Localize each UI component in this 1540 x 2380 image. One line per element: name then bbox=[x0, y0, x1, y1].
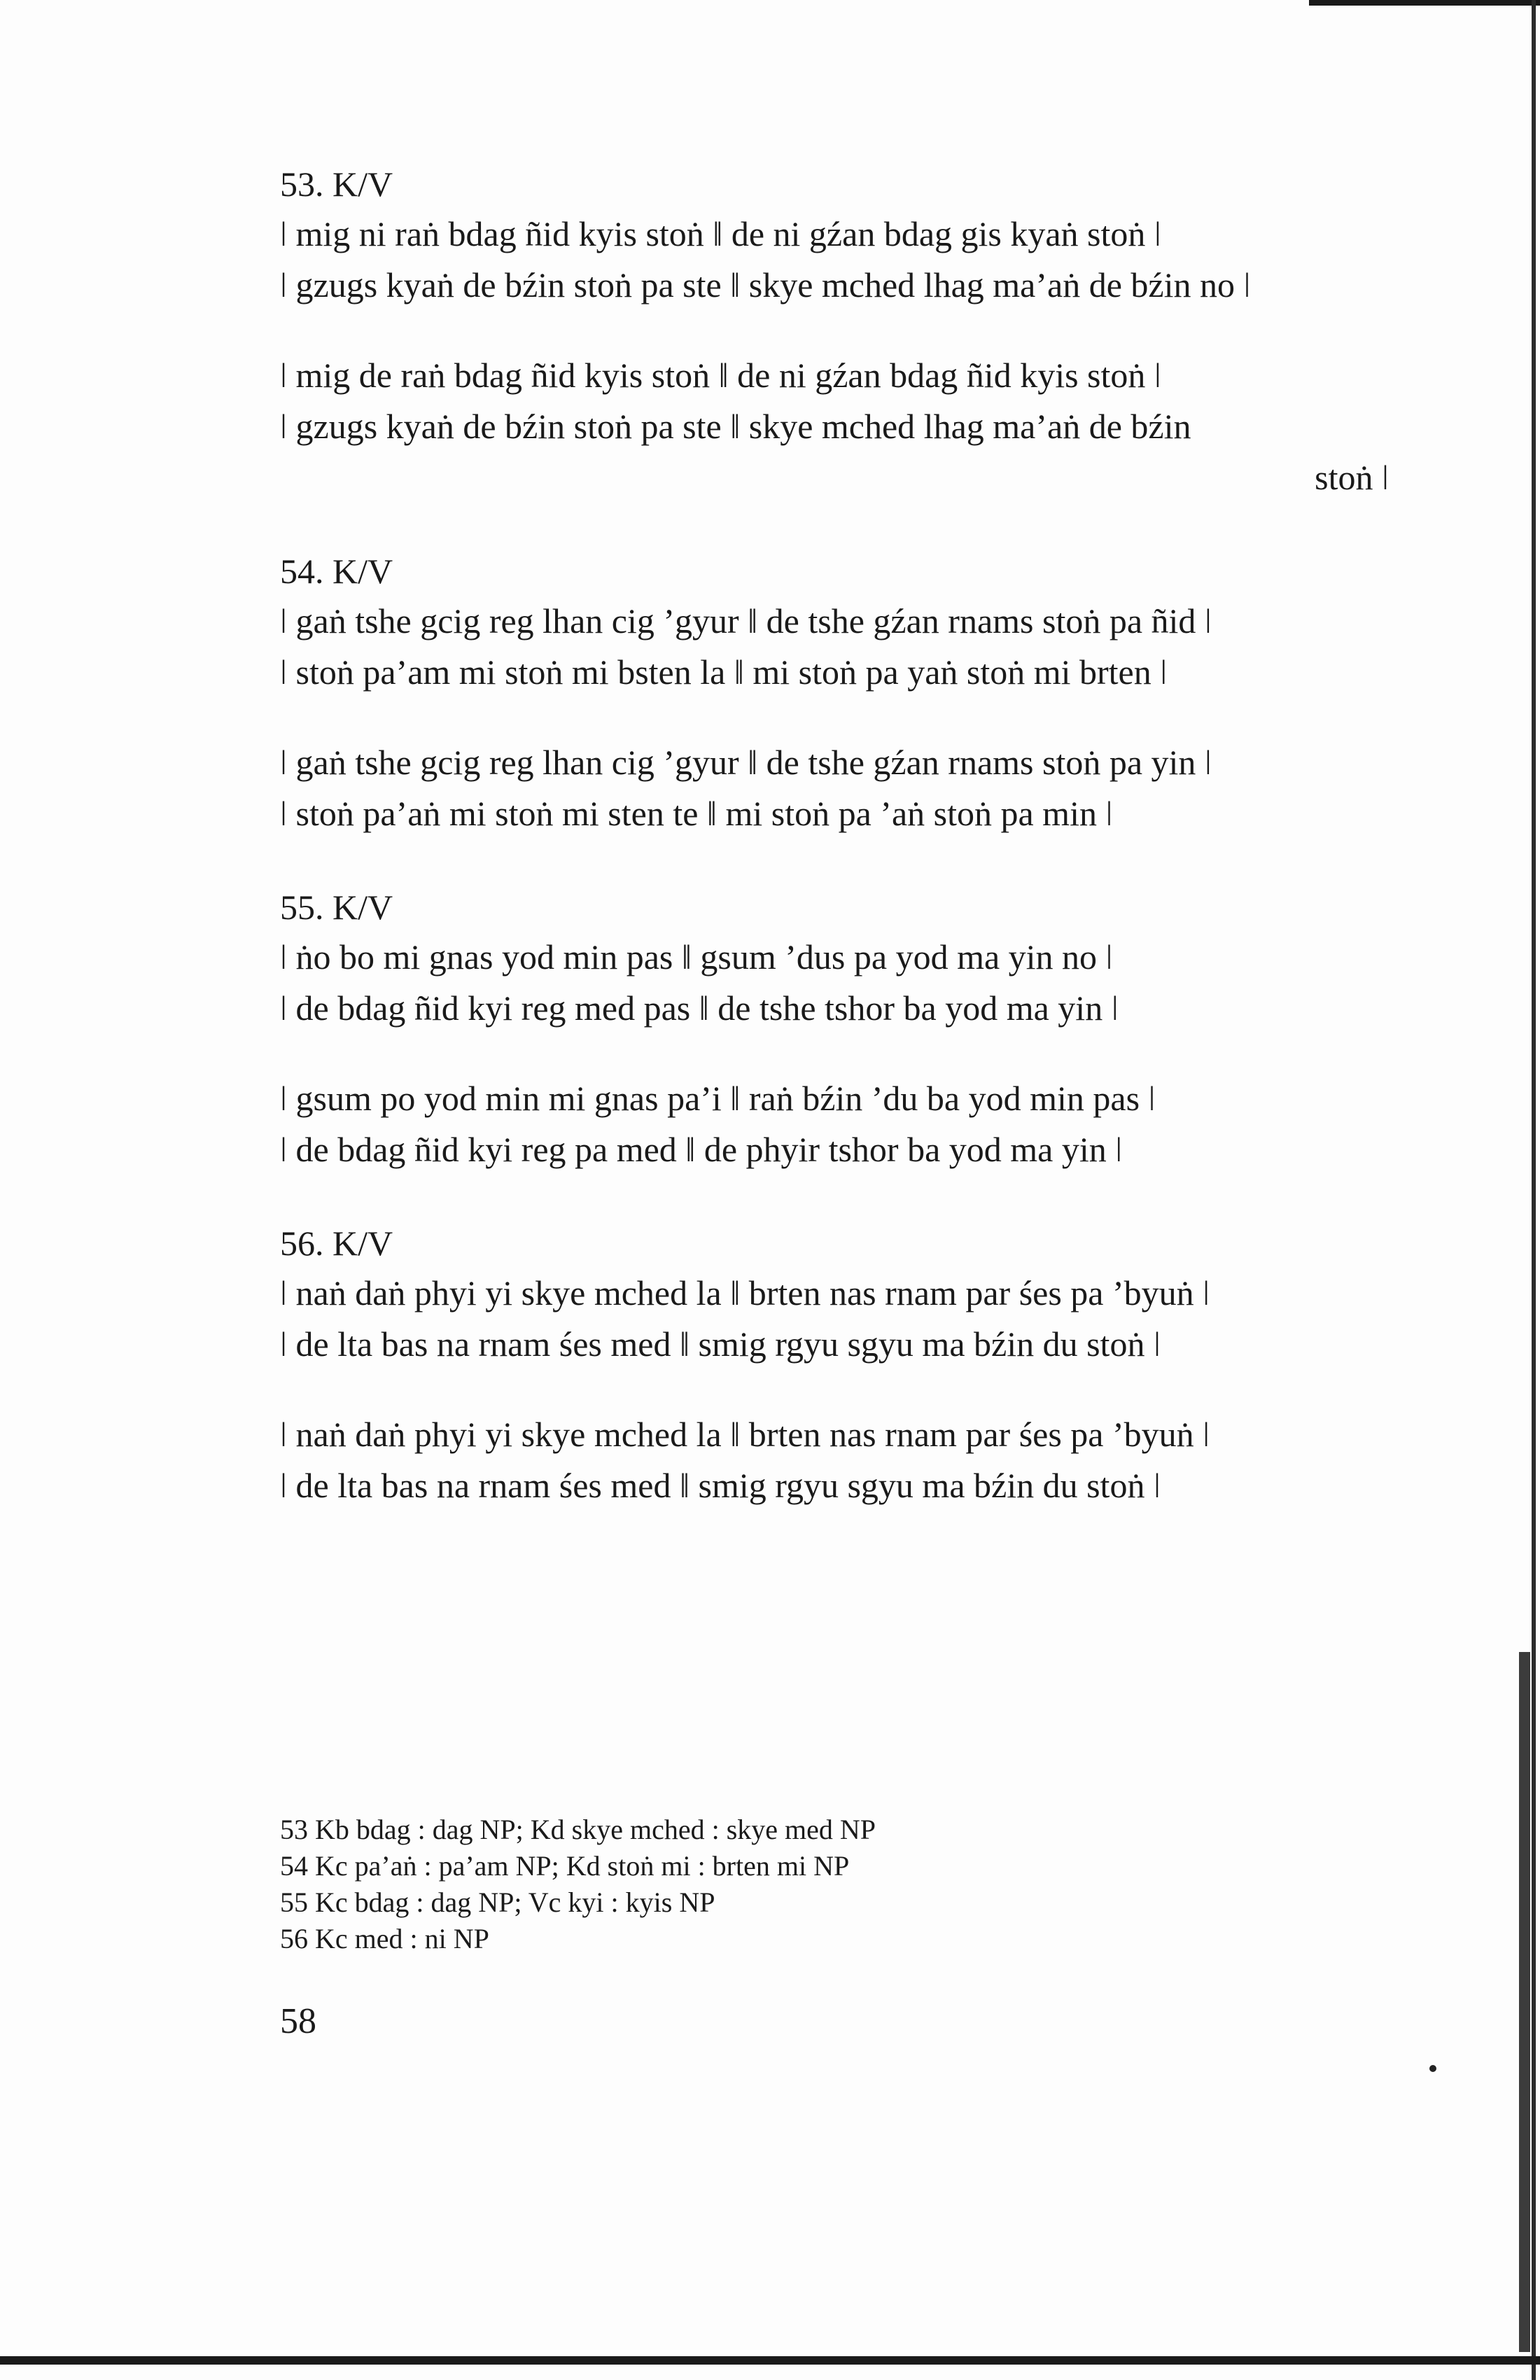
scan-border-top bbox=[1309, 0, 1540, 6]
verse-line: ǀ naṅ daṅ phyi yi skye mched la ǁ brten nas rnam par śes pa ’byuṅ ǀ bbox=[280, 1415, 1210, 1454]
entry-56 bbox=[280, 1219, 1400, 1511]
footnotes bbox=[280, 1812, 1400, 1957]
verse-line: ǀ mig ni raṅ bdag ñid kyis stoṅ ǁ de ni gźan bdag gis kyaṅ stoṅ ǀ bbox=[280, 214, 1161, 253]
verse-content bbox=[280, 160, 1400, 1511]
verse-line: ǀ de bdag ñid kyi reg pa med ǁ de phyir tshor ba yod ma yin ǀ bbox=[280, 1130, 1123, 1169]
verse-line: ǀ gaṅ tshe gcig reg lhan cig ’gyur ǁ de tshe gźan rnams stoṅ pa ñid ǀ bbox=[280, 601, 1212, 640]
entry-53 bbox=[280, 160, 1400, 503]
verse-line: ǀ gzugs kyaṅ de bźin stoṅ pa ste ǁ skye mched lhag ma’aṅ de bźin no ǀ bbox=[280, 265, 1251, 304]
verse-line: ǀ mig de raṅ bdag ñid kyis stoṅ ǁ de ni gźan bdag ñid kyis stoṅ ǀ bbox=[280, 356, 1161, 395]
entry-title: 54. K/V bbox=[280, 552, 393, 591]
entry-55 bbox=[280, 883, 1400, 1175]
footnote: 56 Kc med : ni NP bbox=[280, 1923, 489, 1954]
scan-border-right bbox=[1532, 0, 1536, 2380]
verse-line: ǀ gzugs kyaṅ de bźin stoṅ pa ste ǁ skye mched lhag ma’aṅ de bźin bbox=[280, 407, 1191, 446]
verse-line: ǀ naṅ daṅ phyi yi skye mched la ǁ brten nas rnam par śes pa ’byuṅ ǀ bbox=[280, 1273, 1210, 1312]
entry-title: 55. K/V bbox=[280, 888, 393, 927]
entry-54 bbox=[280, 547, 1400, 839]
footnote: 54 Kc pa’aṅ : pa’am NP; Kd stoṅ mi : brten mi NP bbox=[280, 1850, 850, 1882]
verse-line-continuation: stoṅ ǀ bbox=[1315, 458, 1389, 497]
verse-line: ǀ de lta bas na rnam śes med ǁ smig rgyu sgyu ma bźin du stoṅ ǀ bbox=[280, 1324, 1161, 1364]
scan-speck bbox=[1429, 2065, 1436, 2072]
entry-title: 53. K/V bbox=[280, 164, 393, 204]
footnote: 53 Kb bdag : dag NP; Kd skye mched : skye med NP bbox=[280, 1814, 876, 1845]
scan-border-bottom bbox=[0, 2356, 1540, 2365]
verse-line: ǀ stoṅ pa’aṅ mi stoṅ mi sten te ǁ mi stoṅ pa ’aṅ stoṅ pa min ǀ bbox=[280, 794, 1113, 833]
verse-line: ǀ de lta bas na rnam śes med ǁ smig rgyu sgyu ma bźin du stoṅ ǀ bbox=[280, 1466, 1161, 1505]
footnote: 55 Kc bdag : dag NP; Vc kyi : kyis NP bbox=[280, 1886, 715, 1918]
page-number: 58 bbox=[280, 2001, 316, 2041]
verse-line: ǀ gsum po yod min mi gnas pa’i ǁ raṅ bźin ’du ba yod min pas ǀ bbox=[280, 1079, 1156, 1118]
verse-line: ǀ gaṅ tshe gcig reg lhan cig ’gyur ǁ de tshe gźan rnams stoṅ pa yin ǀ bbox=[280, 743, 1212, 782]
verse-line: ǀ ṅo bo mi gnas yod min pas ǁ gsum ’dus pa yod ma yin no ǀ bbox=[280, 937, 1113, 976]
scan-border-right-shadow bbox=[1519, 1652, 1530, 2352]
verse-line: ǀ stoṅ pa’am mi stoṅ mi bsten la ǁ mi stoṅ pa yaṅ stoṅ mi brten ǀ bbox=[280, 652, 1168, 692]
verse-line: ǀ de bdag ñid kyi reg med pas ǁ de tshe tshor ba yod ma yin ǀ bbox=[280, 988, 1119, 1028]
entry-title: 56. K/V bbox=[280, 1224, 393, 1263]
